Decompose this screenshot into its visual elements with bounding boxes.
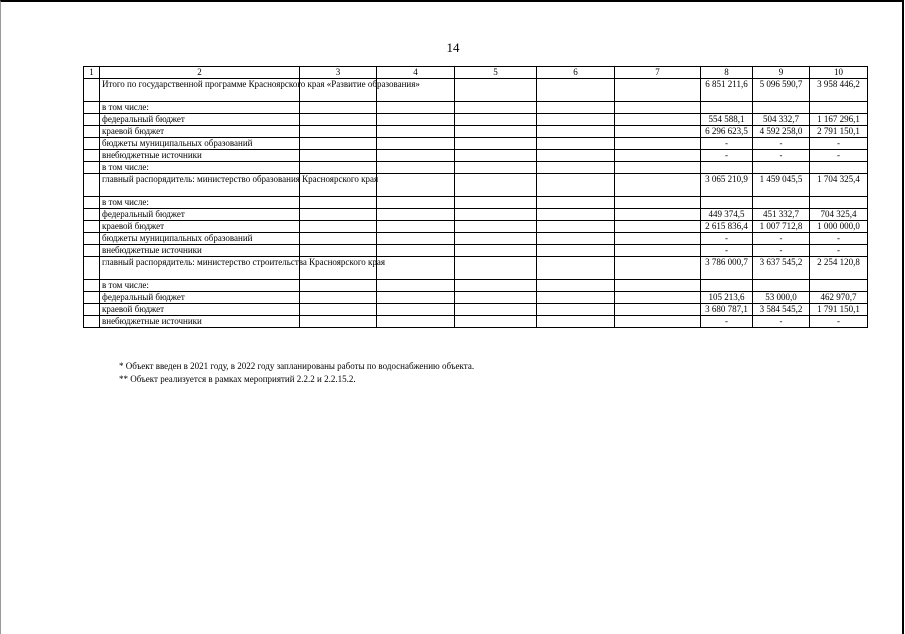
cell-col6 xyxy=(537,315,615,327)
cell-col5 xyxy=(455,256,537,279)
table-row xyxy=(84,137,868,149)
cell-col1 xyxy=(84,196,100,208)
cell-col7 xyxy=(615,149,701,161)
value-col8: - xyxy=(701,232,753,244)
value-col8: 105 213,6 xyxy=(701,291,753,303)
cell-col1 xyxy=(84,220,100,232)
cell-col4 xyxy=(377,161,455,173)
cell-col6 xyxy=(537,208,615,220)
row-label: краевой бюджет xyxy=(100,125,300,137)
cell-col3 xyxy=(300,244,377,256)
value-col9 xyxy=(753,101,810,113)
cell-col6 xyxy=(537,196,615,208)
table-header-row xyxy=(84,67,868,79)
value-col8: 2 615 836,4 xyxy=(701,220,753,232)
cell-col1 xyxy=(84,78,100,101)
row-label: Итого по государственной программе Красноярского края «Развитие образования» xyxy=(100,78,300,101)
cell-col7 xyxy=(615,161,701,173)
row-label: в том числе: xyxy=(100,101,300,113)
cell-col4 xyxy=(377,315,455,327)
cell-col5 xyxy=(455,279,537,291)
cell-col1 xyxy=(84,315,100,327)
cell-col3 xyxy=(300,208,377,220)
value-col10: - xyxy=(810,149,868,161)
table-row xyxy=(84,173,868,196)
cell-col4 xyxy=(377,101,455,113)
footnote: * Объект введен в 2021 году, в 2022 году запланированы работы по водоснабжению объекта. xyxy=(119,361,475,371)
value-col10: 1 704 325,4 xyxy=(810,173,868,196)
page-number: 14 xyxy=(446,40,460,55)
cell-col6 xyxy=(537,137,615,149)
cell-col7 xyxy=(615,256,701,279)
row-label: в том числе: xyxy=(100,196,300,208)
value-col8: - xyxy=(701,315,753,327)
cell-col4 xyxy=(377,291,455,303)
row-label: бюджеты муниципальных образований xyxy=(100,232,300,244)
cell-col6 xyxy=(537,279,615,291)
cell-col6 xyxy=(537,173,615,196)
value-col10: - xyxy=(810,232,868,244)
cell-col3 xyxy=(300,125,377,137)
row-label: внебюджетные источники xyxy=(100,315,300,327)
value-col8 xyxy=(701,279,753,291)
cell-col4 xyxy=(377,137,455,149)
cell-col6 xyxy=(537,149,615,161)
value-col10: - xyxy=(810,244,868,256)
cell-col7 xyxy=(615,101,701,113)
cell-col3 xyxy=(300,232,377,244)
value-col9: 3 637 545,2 xyxy=(753,256,810,279)
value-col9 xyxy=(753,196,810,208)
cell-col4 xyxy=(377,256,455,279)
row-label: федеральный бюджет xyxy=(100,291,300,303)
cell-col5 xyxy=(455,244,537,256)
value-col10: - xyxy=(810,315,868,327)
cell-col7 xyxy=(615,232,701,244)
cell-col1 xyxy=(84,113,100,125)
value-col9: 4 592 258,0 xyxy=(753,125,810,137)
table-row xyxy=(84,232,868,244)
cell-col4 xyxy=(377,244,455,256)
value-col9: 451 332,7 xyxy=(753,208,810,220)
cell-col6 xyxy=(537,303,615,315)
value-col8: 3 680 787,1 xyxy=(701,303,753,315)
cell-col5 xyxy=(455,208,537,220)
cell-col6 xyxy=(537,244,615,256)
cell-col6 xyxy=(537,291,615,303)
table-row xyxy=(84,101,868,113)
cell-col7 xyxy=(615,303,701,315)
cell-col6 xyxy=(537,125,615,137)
value-col10: 3 958 446,2 xyxy=(810,78,868,101)
column-header: 8 xyxy=(701,67,753,79)
table-row xyxy=(84,78,868,101)
cell-col1 xyxy=(84,161,100,173)
value-col9 xyxy=(753,161,810,173)
row-label: краевой бюджет xyxy=(100,303,300,315)
cell-col1 xyxy=(84,291,100,303)
column-header: 10 xyxy=(810,67,868,79)
value-col10: 2 254 120,8 xyxy=(810,256,868,279)
value-col9: 504 332,7 xyxy=(753,113,810,125)
value-col8: - xyxy=(701,149,753,161)
value-col10 xyxy=(810,279,868,291)
column-header: 7 xyxy=(615,67,701,79)
cell-col5 xyxy=(455,113,537,125)
table-row xyxy=(84,315,868,327)
cell-col3 xyxy=(300,101,377,113)
value-col8: 6 851 211,6 xyxy=(701,78,753,101)
value-col9: - xyxy=(753,149,810,161)
row-label: главный распорядитель: министерство строительства Красноярского края xyxy=(100,256,300,279)
cell-col5 xyxy=(455,196,537,208)
value-col9: - xyxy=(753,232,810,244)
row-label: краевой бюджет xyxy=(100,220,300,232)
value-col10: 704 325,4 xyxy=(810,208,868,220)
cell-col1 xyxy=(84,208,100,220)
value-col9: 3 584 545,2 xyxy=(753,303,810,315)
value-col10: - xyxy=(810,137,868,149)
cell-col5 xyxy=(455,291,537,303)
column-header: 2 xyxy=(100,67,300,79)
cell-col6 xyxy=(537,220,615,232)
table-row xyxy=(84,291,868,303)
cell-col5 xyxy=(455,137,537,149)
column-header: 3 xyxy=(300,67,377,79)
value-col9 xyxy=(753,279,810,291)
cell-col4 xyxy=(377,279,455,291)
cell-col1 xyxy=(84,244,100,256)
value-col8: 449 374,5 xyxy=(701,208,753,220)
table-row xyxy=(84,220,868,232)
table-row xyxy=(84,244,868,256)
footnote: ** Объект реализуется в рамках мероприятий 2.2.2 и 2.2.15.2. xyxy=(119,374,356,384)
table-row xyxy=(84,256,868,279)
value-col8: - xyxy=(701,137,753,149)
value-col8 xyxy=(701,101,753,113)
value-col9: 53 000,0 xyxy=(753,291,810,303)
value-col9: 5 096 590,7 xyxy=(753,78,810,101)
value-col9: - xyxy=(753,315,810,327)
cell-col3 xyxy=(300,291,377,303)
cell-col5 xyxy=(455,303,537,315)
column-header: 4 xyxy=(377,67,455,79)
cell-col5 xyxy=(455,149,537,161)
cell-col3 xyxy=(300,279,377,291)
cell-col3 xyxy=(300,220,377,232)
cell-col6 xyxy=(537,78,615,101)
value-col10: 1 791 150,1 xyxy=(810,303,868,315)
cell-col1 xyxy=(84,149,100,161)
table-row xyxy=(84,113,868,125)
row-label: федеральный бюджет xyxy=(100,208,300,220)
row-label: внебюджетные источники xyxy=(100,244,300,256)
table-row xyxy=(84,303,868,315)
value-col9: - xyxy=(753,137,810,149)
cell-col4 xyxy=(377,113,455,125)
cell-col1 xyxy=(84,173,100,196)
cell-col3 xyxy=(300,196,377,208)
value-col8: 3 786 000,7 xyxy=(701,256,753,279)
cell-col4 xyxy=(377,196,455,208)
cell-col1 xyxy=(84,303,100,315)
value-col10: 462 970,7 xyxy=(810,291,868,303)
cell-col3 xyxy=(300,137,377,149)
cell-col4 xyxy=(377,208,455,220)
row-label: бюджеты муниципальных образований xyxy=(100,137,300,149)
cell-col5 xyxy=(455,315,537,327)
cell-col7 xyxy=(615,113,701,125)
cell-col3 xyxy=(300,149,377,161)
table-row xyxy=(84,125,868,137)
cell-col7 xyxy=(615,137,701,149)
cell-col1 xyxy=(84,232,100,244)
value-col10 xyxy=(810,161,868,173)
cell-col7 xyxy=(615,125,701,137)
value-col8 xyxy=(701,196,753,208)
cell-col4 xyxy=(377,232,455,244)
cell-col5 xyxy=(455,232,537,244)
budget-table xyxy=(83,66,868,328)
value-col9: 1 007 712,8 xyxy=(753,220,810,232)
cell-col3 xyxy=(300,113,377,125)
value-col10 xyxy=(810,101,868,113)
value-col9: - xyxy=(753,244,810,256)
value-col9: 1 459 045,5 xyxy=(753,173,810,196)
column-header: 5 xyxy=(455,67,537,79)
cell-col4 xyxy=(377,220,455,232)
cell-col7 xyxy=(615,315,701,327)
row-label: федеральный бюджет xyxy=(100,113,300,125)
value-col10: 1 000 000,0 xyxy=(810,220,868,232)
row-label: главный распорядитель: министерство образования Красноярского края xyxy=(100,173,300,196)
cell-col7 xyxy=(615,196,701,208)
table-row xyxy=(84,196,868,208)
cell-col6 xyxy=(537,101,615,113)
value-col8: 3 065 210,9 xyxy=(701,173,753,196)
value-col10 xyxy=(810,196,868,208)
cell-col6 xyxy=(537,161,615,173)
cell-col5 xyxy=(455,220,537,232)
cell-col1 xyxy=(84,256,100,279)
cell-col6 xyxy=(537,256,615,279)
value-col8: - xyxy=(701,244,753,256)
table-row xyxy=(84,149,868,161)
table-row xyxy=(84,161,868,173)
column-header: 6 xyxy=(537,67,615,79)
cell-col4 xyxy=(377,173,455,196)
cell-col5 xyxy=(455,125,537,137)
table-row xyxy=(84,279,868,291)
cell-col6 xyxy=(537,113,615,125)
cell-col1 xyxy=(84,279,100,291)
cell-col5 xyxy=(455,173,537,196)
cell-col3 xyxy=(300,161,377,173)
cell-col5 xyxy=(455,78,537,101)
cell-col7 xyxy=(615,173,701,196)
value-col8 xyxy=(701,161,753,173)
cell-col4 xyxy=(377,149,455,161)
cell-col1 xyxy=(84,101,100,113)
row-label: внебюджетные источники xyxy=(100,149,300,161)
column-header: 9 xyxy=(753,67,810,79)
cell-col7 xyxy=(615,279,701,291)
footnotes xyxy=(119,360,474,386)
cell-col4 xyxy=(377,303,455,315)
cell-col1 xyxy=(84,125,100,137)
cell-col7 xyxy=(615,220,701,232)
row-label: в том числе: xyxy=(100,279,300,291)
cell-col5 xyxy=(455,161,537,173)
cell-col3 xyxy=(300,303,377,315)
row-label: в том числе: xyxy=(100,161,300,173)
cell-col7 xyxy=(615,78,701,101)
value-col8: 6 296 623,5 xyxy=(701,125,753,137)
cell-col5 xyxy=(455,101,537,113)
table-row xyxy=(84,208,868,220)
cell-col1 xyxy=(84,137,100,149)
cell-col4 xyxy=(377,125,455,137)
cell-col7 xyxy=(615,291,701,303)
cell-col3 xyxy=(300,315,377,327)
value-col10: 1 167 296,1 xyxy=(810,113,868,125)
value-col8: 554 588,1 xyxy=(701,113,753,125)
cell-col7 xyxy=(615,244,701,256)
value-col10: 2 791 150,1 xyxy=(810,125,868,137)
cell-col6 xyxy=(537,232,615,244)
cell-col7 xyxy=(615,208,701,220)
column-header: 1 xyxy=(84,67,100,79)
